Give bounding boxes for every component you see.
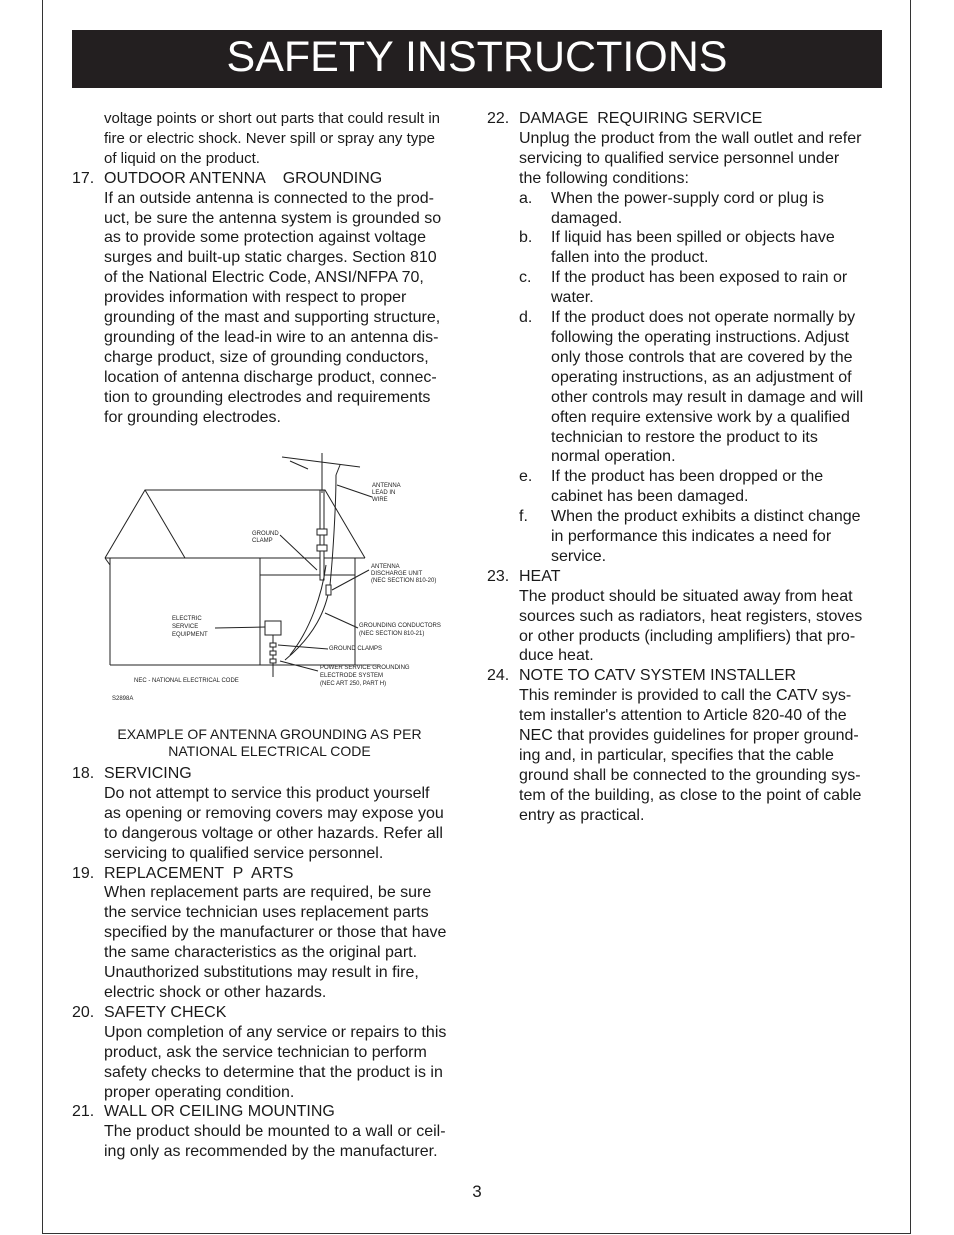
text-line: If an outside antenna is connected to the prod- (104, 189, 435, 207)
label-nec: NEC - NATIONAL ELECTRICAL CODE (134, 678, 239, 684)
text-line: of liquid on the product. (104, 149, 260, 167)
item-number: 23. (487, 567, 510, 585)
item-heading: SERVICING (104, 765, 192, 782)
item-20 (72, 1003, 467, 1103)
label-electric-1: ELECTRIC (172, 616, 202, 622)
label-discharge-2: DISCHARGE UNIT (371, 571, 423, 577)
text-line: When the product exhibits a distinct change (551, 508, 861, 526)
page-title: SAFETY INSTRUCTIONS (72, 30, 882, 88)
text-line: often require extensive work by a qualified (551, 408, 850, 426)
text-line: as to provide some protection against voltage (104, 229, 426, 247)
sub-letter: a. (519, 189, 533, 207)
text-line: entry as practical. (519, 806, 645, 824)
text-line: the service technician uses replacement parts (104, 904, 429, 922)
text-line: If the product has been exposed to rain or (551, 269, 848, 287)
text-line: ground shall be connected to the grounding sys- (519, 766, 861, 784)
text-line: fire or electric shock. Never spill or spray any type (104, 129, 435, 147)
text-line: The product should be situated away from heat (519, 587, 853, 605)
text-line: tem of the building, as close to the point of cable (519, 786, 862, 804)
item-heading: HEAT (519, 567, 561, 585)
sub-item-d (519, 308, 882, 467)
page-number: 3 (472, 1182, 482, 1201)
text-line: service. (551, 547, 607, 565)
label-ground-clamp-1: GROUND (252, 531, 279, 537)
label-code: S2898A (112, 696, 134, 702)
item-heading: NOTE TO CATV SYSTEM INSTALLER (519, 667, 797, 685)
sub-item-c (519, 268, 882, 308)
text-line: only those controls that are covered by the (551, 348, 853, 366)
label-grounding-conductors-2: (NEC SECTION 810-21) (359, 631, 425, 637)
text-line: fallen into the product. (551, 249, 709, 267)
text-line: NEC that provides guidelines for proper ground- (519, 727, 859, 745)
text-line: sources such as radiators, heat registers, stoves (519, 607, 863, 625)
text-line: following the operating instructions. Adjust (551, 328, 849, 346)
item-heading: OUTDOOR ANTENNA GROUNDING (104, 169, 383, 187)
text-line: of the National Electric Code, ANSI/NFPA 70, (104, 269, 424, 287)
left-column-lower (72, 764, 467, 1162)
text-line: the following conditions: (519, 169, 689, 187)
label-electric-2: SERVICE (172, 624, 199, 630)
text-line: voltage points or short out parts that could result in (104, 110, 441, 127)
text-line: water. (551, 289, 594, 307)
continuation-text (72, 109, 467, 169)
label-antenna-lead-3: WIRE (372, 497, 388, 503)
label-power-service-1: POWER SERVICE GROUNDING (320, 665, 410, 671)
label-electric-3: EQUIPMENT (172, 632, 208, 638)
text-line: If liquid has been spilled or objects have (551, 229, 835, 247)
text-line: grounding of the mast and supporting structure, (104, 309, 441, 327)
item-heading: WALL OR CEILING MOUNTING (104, 1103, 335, 1121)
text-line: servicing to qualified service personnel. (104, 844, 384, 862)
text-line: electric shock or other hazards. (104, 983, 327, 1001)
text-line: normal operation. (551, 448, 676, 466)
right-column (487, 109, 882, 826)
text-line: technician to restore the product to its (551, 428, 818, 446)
sub-item-e (519, 467, 882, 507)
text-line: or other products (including amplifiers) that pro- (519, 627, 856, 645)
text-line: other controls may result in damage and will (551, 388, 864, 406)
sub-letter: f. (519, 508, 528, 526)
item-24 (487, 666, 882, 825)
text-line: The product should be mounted to a wall or ceil- (104, 1123, 446, 1141)
text-line: tion to grounding electrodes and requirements (104, 388, 431, 406)
text-line: operating instructions, as an adjustment of (551, 368, 852, 386)
text-line: Do not attempt to service this product yourself (104, 784, 430, 802)
text-line: If the product has been dropped or the (551, 468, 824, 486)
text-line: ing only as recommended by the manufacturer. (104, 1143, 438, 1161)
label-antenna-lead-2: LEAD IN (372, 490, 396, 496)
item-17 (72, 169, 467, 428)
text-line: tem installer's attention to Article 820-40 of the (519, 707, 847, 725)
item-22 (487, 109, 882, 567)
item-heading: REPLACEMENT P ARTS (104, 864, 294, 882)
text-line: damaged. (551, 209, 623, 227)
text-line: as opening or removing covers may expose you (104, 804, 444, 822)
text-line: ing and, in particular, specifies that the cable (519, 747, 834, 764)
item-number: 18. (72, 765, 95, 782)
text-line: uct, be sure the antenna system is grounded so (104, 209, 442, 227)
sub-letter: b. (519, 229, 533, 247)
text-line: specified by the manufacturer or those that have (104, 924, 447, 942)
label-ground-clamps: GROUND CLAMPS (329, 646, 383, 652)
text-line: Unauthorized substitutions may result in fire, (104, 964, 419, 982)
text-line: When replacement parts are required, be sure (104, 884, 432, 902)
text-line: servicing to qualified service personnel under (519, 149, 840, 167)
text-line: charge product, size of grounding conductors, (104, 348, 429, 366)
label-discharge-3: (NEC SECTION 810-20) (371, 578, 437, 584)
label-antenna-lead-1: ANTENNA (372, 483, 401, 489)
label-power-service-3: (NEC ART 250, PART H) (320, 681, 387, 687)
caption-line: EXAMPLE OF ANTENNA GROUNDING AS PER (117, 726, 422, 742)
text-line: surges and built-up static charges. Section 810 (104, 249, 437, 267)
item-number: 19. (72, 864, 95, 882)
label-grounding-conductors-1: GROUNDING CONDUCTORS (359, 623, 441, 629)
sub-letter: c. (519, 269, 532, 287)
text-line: grounding of the lead-in wire to an antenna dis- (104, 328, 439, 346)
text-line: safety checks to determine that the product is in (104, 1063, 443, 1081)
item-18 (72, 764, 467, 864)
text-line: If the product does not operate normally by (551, 309, 856, 327)
item-number: 24. (487, 667, 510, 685)
item-19 (72, 864, 467, 1003)
label-power-service-2: ELECTRODE SYSTEM (320, 673, 384, 679)
antenna-grounding-diagram (100, 445, 460, 710)
text-line: for grounding electrodes. (104, 408, 281, 426)
caption-line: NATIONAL ELECTRICAL CODE (168, 743, 371, 759)
label-ground-clamp-2: CLAMP (252, 538, 273, 544)
text-line: to dangerous voltage or other hazards. Refer all (104, 824, 443, 842)
item-number: 20. (72, 1003, 95, 1021)
item-number: 21. (72, 1103, 95, 1121)
text-line: This reminder is provided to call the CATV sys- (519, 687, 852, 705)
item-21 (72, 1102, 467, 1162)
text-line: When the power-supply cord or plug is (551, 189, 825, 207)
text-line: provides information with respect to proper (104, 289, 407, 307)
label-discharge-1: ANTENNA (371, 564, 400, 570)
text-line: the same characteristics as the original part. (104, 944, 418, 962)
sub-item-b (519, 228, 882, 268)
text-line: product, ask the service technician to perform (104, 1043, 427, 1061)
sub-letter: d. (519, 309, 533, 327)
text-line: cabinet has been damaged. (551, 488, 749, 506)
text-line: in performance this indicates a need for (551, 528, 832, 546)
text-line: Unplug the product from the wall outlet and refer (519, 129, 862, 147)
item-number: 22. (487, 110, 510, 127)
text-line: proper operating condition. (104, 1083, 295, 1101)
item-number: 17. (72, 169, 95, 187)
text-line: duce heat. (519, 647, 594, 665)
item-heading: DAMAGE REQUIRING SERVICE (519, 110, 763, 127)
left-column (72, 109, 467, 428)
sub-item-a (519, 189, 882, 229)
item-23 (487, 567, 882, 667)
text-line: location of antenna discharge product, connec- (104, 368, 437, 386)
sub-item-f (519, 507, 882, 567)
diagram-caption (72, 726, 467, 760)
sub-letter: e. (519, 468, 533, 486)
item-heading: SAFETY CHECK (104, 1003, 227, 1021)
text-line: Upon completion of any service or repairs to this (104, 1023, 447, 1041)
